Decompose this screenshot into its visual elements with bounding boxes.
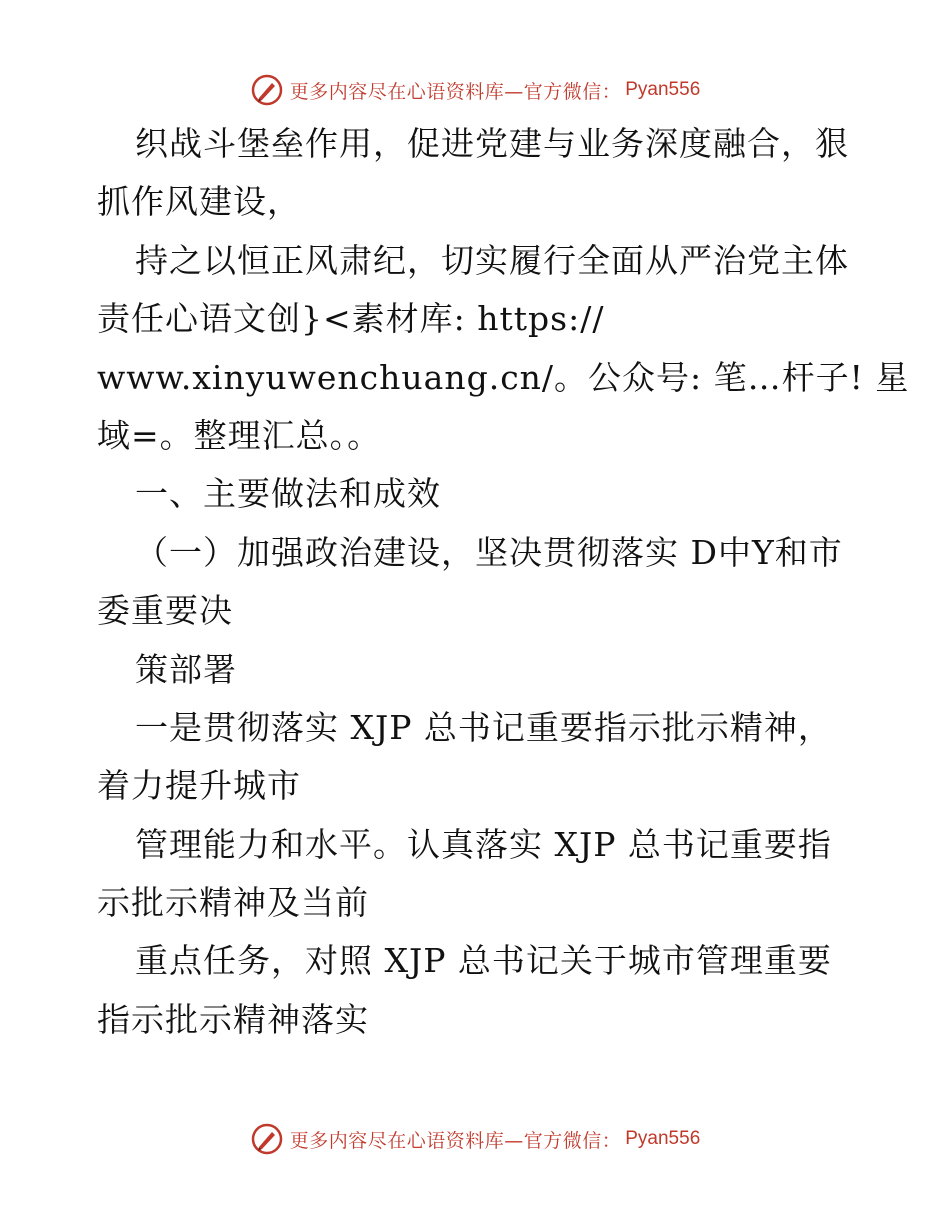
body-line: 域=。整理汇总。。 xyxy=(97,415,382,455)
footer-banner-text: 更多内容尽在心语资料库—官方微信： xyxy=(289,1129,622,1152)
body-line: 指示批示精神落实 xyxy=(97,999,369,1039)
body-line: 抓作风建设， xyxy=(97,182,301,222)
body-line: 重点任务，对照 XJP 总书记关于城市管理重要 xyxy=(135,941,832,981)
body-line: 织战斗堡垒作用，促进党建与业务深度融合，狠 xyxy=(135,124,849,163)
body-line: 策部署 xyxy=(135,649,237,689)
document-body xyxy=(97,115,910,1049)
body-line: 一是贯彻落实 XJP 总书记重要指示批示精神， xyxy=(135,707,832,747)
header-banner-text: 更多内容尽在心语资料库—官方微信： xyxy=(289,80,622,103)
pen-logo-icon xyxy=(250,73,284,107)
header-watermark-banner xyxy=(0,70,950,110)
pen-logo-icon xyxy=(250,1122,284,1156)
body-line: 着力提升城市 xyxy=(97,766,301,806)
footer-wechat-id: Pyan556 xyxy=(625,1128,701,1149)
body-line: 责任心语文创}<素材库: https:// xyxy=(97,299,605,339)
body-line: 管理能力和水平。认真落实 XJP 总书记重要指 xyxy=(135,824,832,864)
body-line: 委重要决 xyxy=(97,591,233,631)
section-heading: 一、主要做法和成效 xyxy=(135,474,441,514)
subsection-heading: （一）加强政治建设，坚决贯彻落实 D中Y和市 xyxy=(135,532,843,572)
header-wechat-id: Pyan556 xyxy=(625,79,701,100)
footer-watermark-banner xyxy=(0,1119,950,1159)
body-line: www.xinyuwenchuang.cn/。公众号: 笔…杆子! 星 xyxy=(97,357,910,397)
body-line: 持之以恒正风肃纪，切实履行全面从严治党主体 xyxy=(135,240,849,280)
body-line: 示批示精神及当前 xyxy=(97,883,369,923)
